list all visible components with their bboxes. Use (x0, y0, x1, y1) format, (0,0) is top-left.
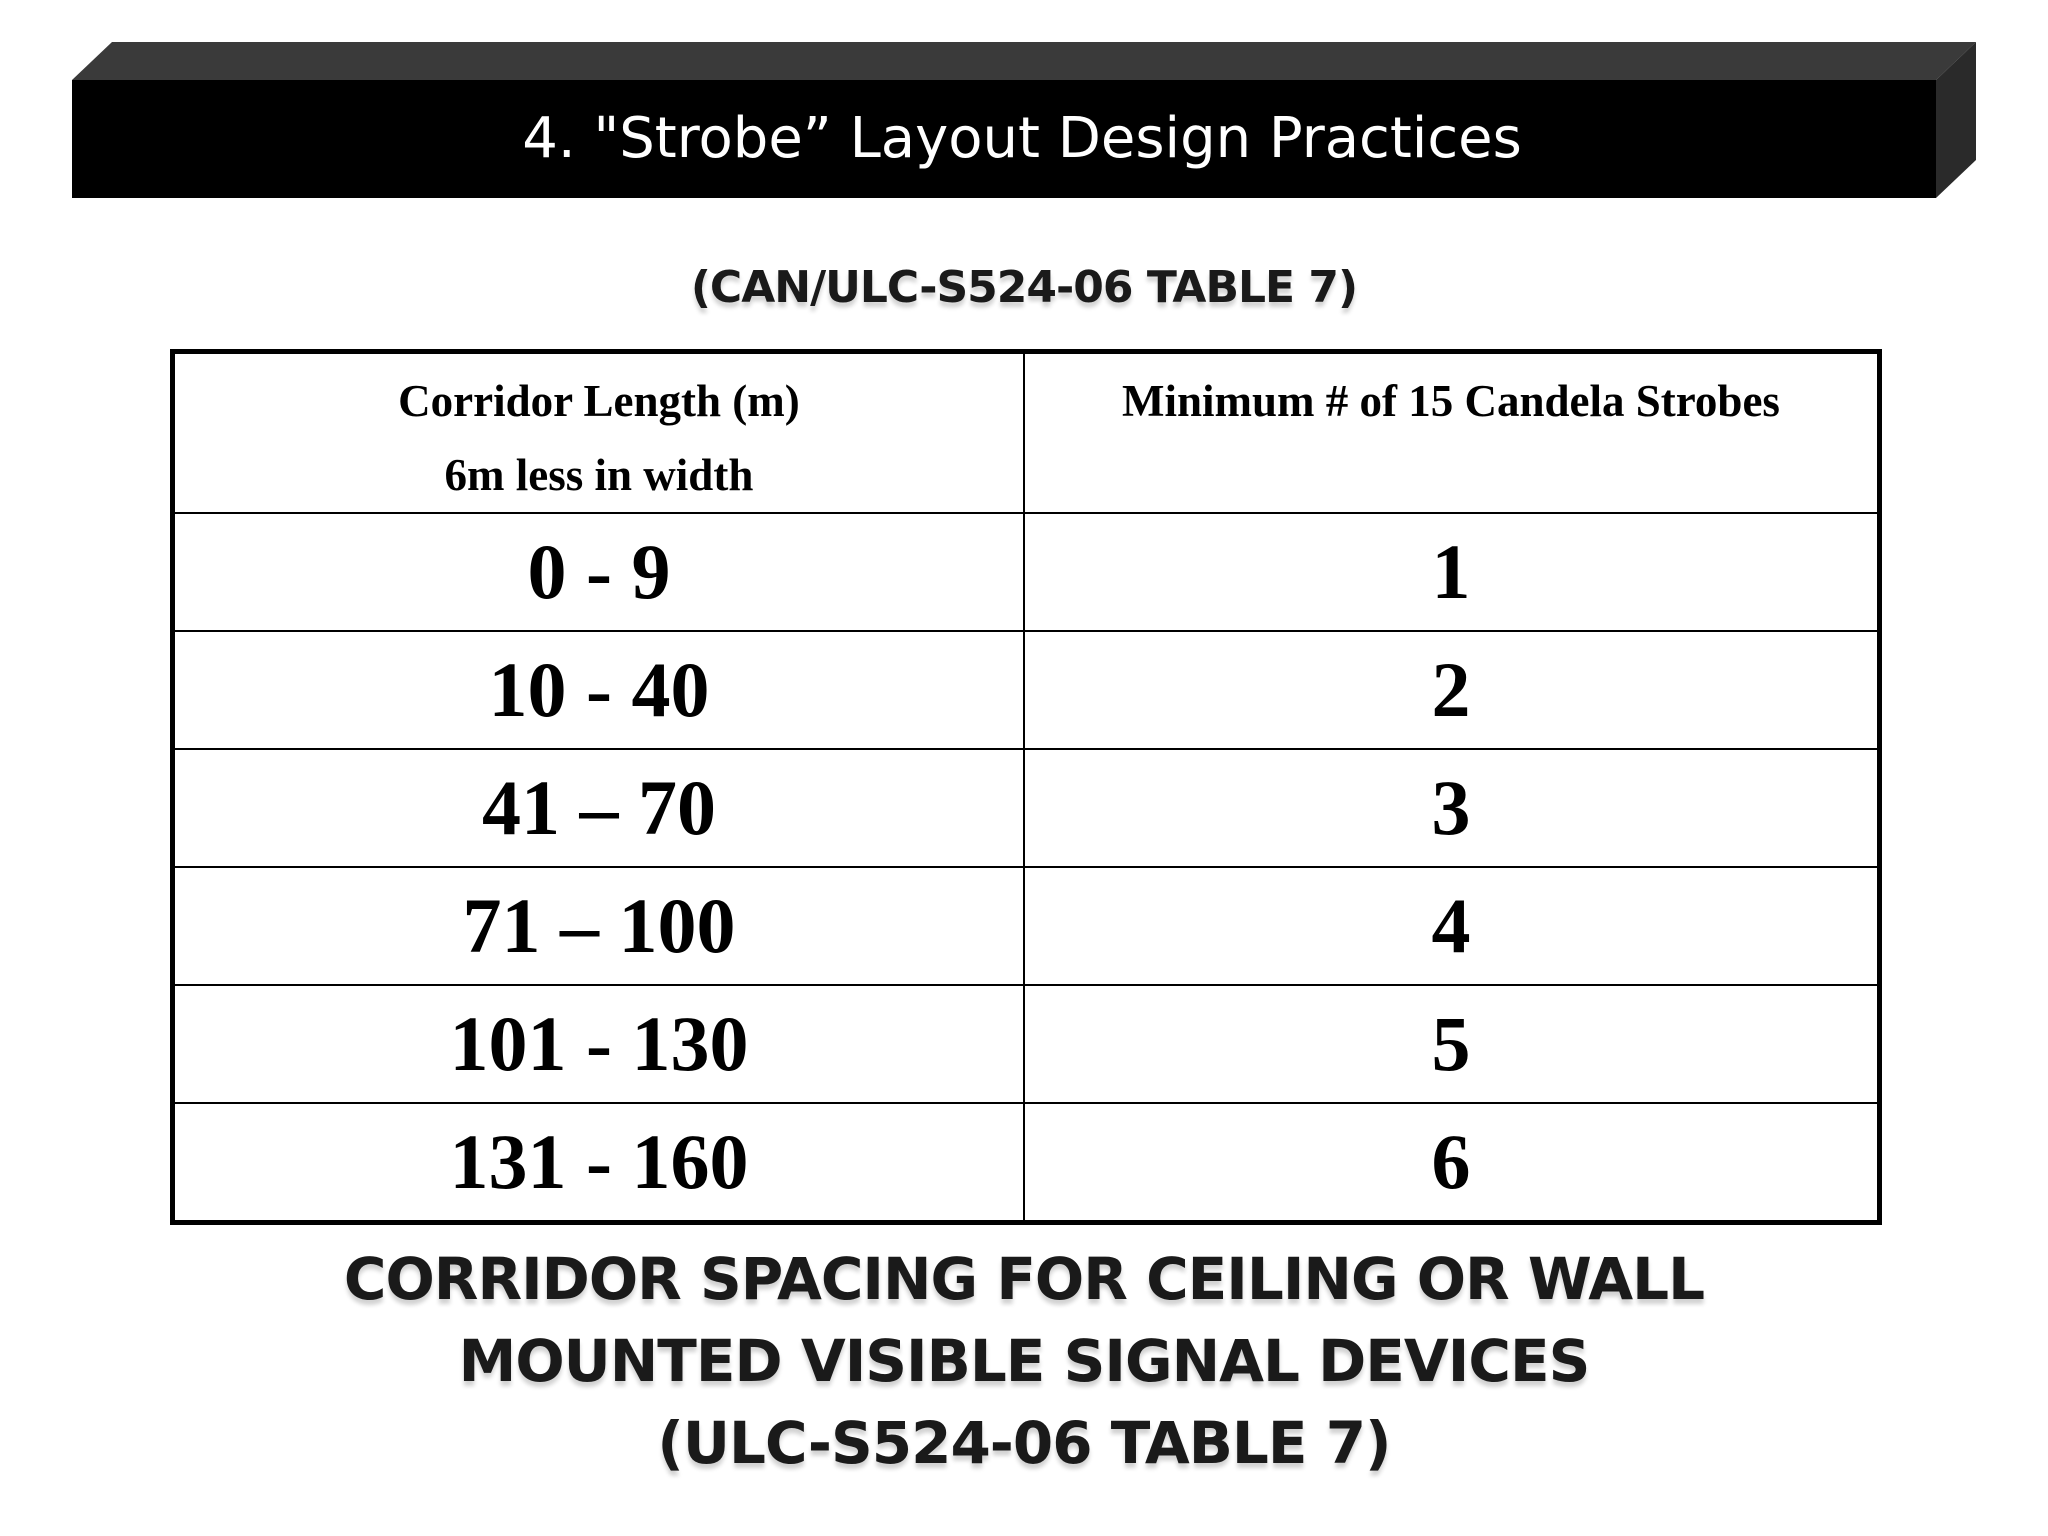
footer-caption-line-2: MOUNTED VISIBLE SIGNAL DEVICES (458, 1327, 1590, 1395)
table-header-row (173, 352, 1880, 514)
slide-title: 4. "Strobe” Layout Design Practices (522, 106, 1522, 171)
strobe-count-cell: 4 (1024, 867, 1880, 985)
header-corridor-length (173, 352, 1024, 514)
corridor-length-cell: 71 – 100 (173, 867, 1024, 985)
strobe-count-cell: 6 (1024, 1103, 1880, 1223)
footer-caption (0, 1238, 2048, 1484)
corridor-length-cell: 101 - 130 (173, 985, 1024, 1103)
table-reference: (CAN/ULC-S524-06 TABLE 7) (690, 262, 1358, 313)
table-row (173, 1103, 1880, 1223)
table-row (173, 513, 1880, 631)
table-row (173, 749, 1880, 867)
corridor-spacing-table (170, 349, 1882, 1225)
header-corridor-length-line2: 6m less in width (444, 450, 754, 500)
table-row (173, 985, 1880, 1103)
corridor-length-cell: 10 - 40 (173, 631, 1024, 749)
title-bar (0, 0, 2048, 220)
strobe-count-cell: 2 (1024, 631, 1880, 749)
strobe-count-cell: 1 (1024, 513, 1880, 631)
header-corridor-length-line1: Corridor Length (m) (398, 376, 800, 426)
corridor-length-cell: 0 - 9 (173, 513, 1024, 631)
table-row (173, 867, 1880, 985)
strobe-count-cell: 5 (1024, 985, 1880, 1103)
table-row (173, 631, 1880, 749)
header-minimum-strobes (1024, 352, 1880, 514)
strobe-count-cell: 3 (1024, 749, 1880, 867)
header-minimum-strobes-line1: Minimum # of 15 Candela Strobes (1121, 376, 1780, 426)
title-bar-top-bevel (72, 42, 1976, 80)
corridor-length-cell: 131 - 160 (173, 1103, 1024, 1223)
footer-caption-line-3: (ULC-S524-06 TABLE 7) (657, 1409, 1391, 1477)
footer-caption-line-1: CORRIDOR SPACING FOR CEILING OR WALL (343, 1245, 1705, 1313)
corridor-length-cell: 41 – 70 (173, 749, 1024, 867)
